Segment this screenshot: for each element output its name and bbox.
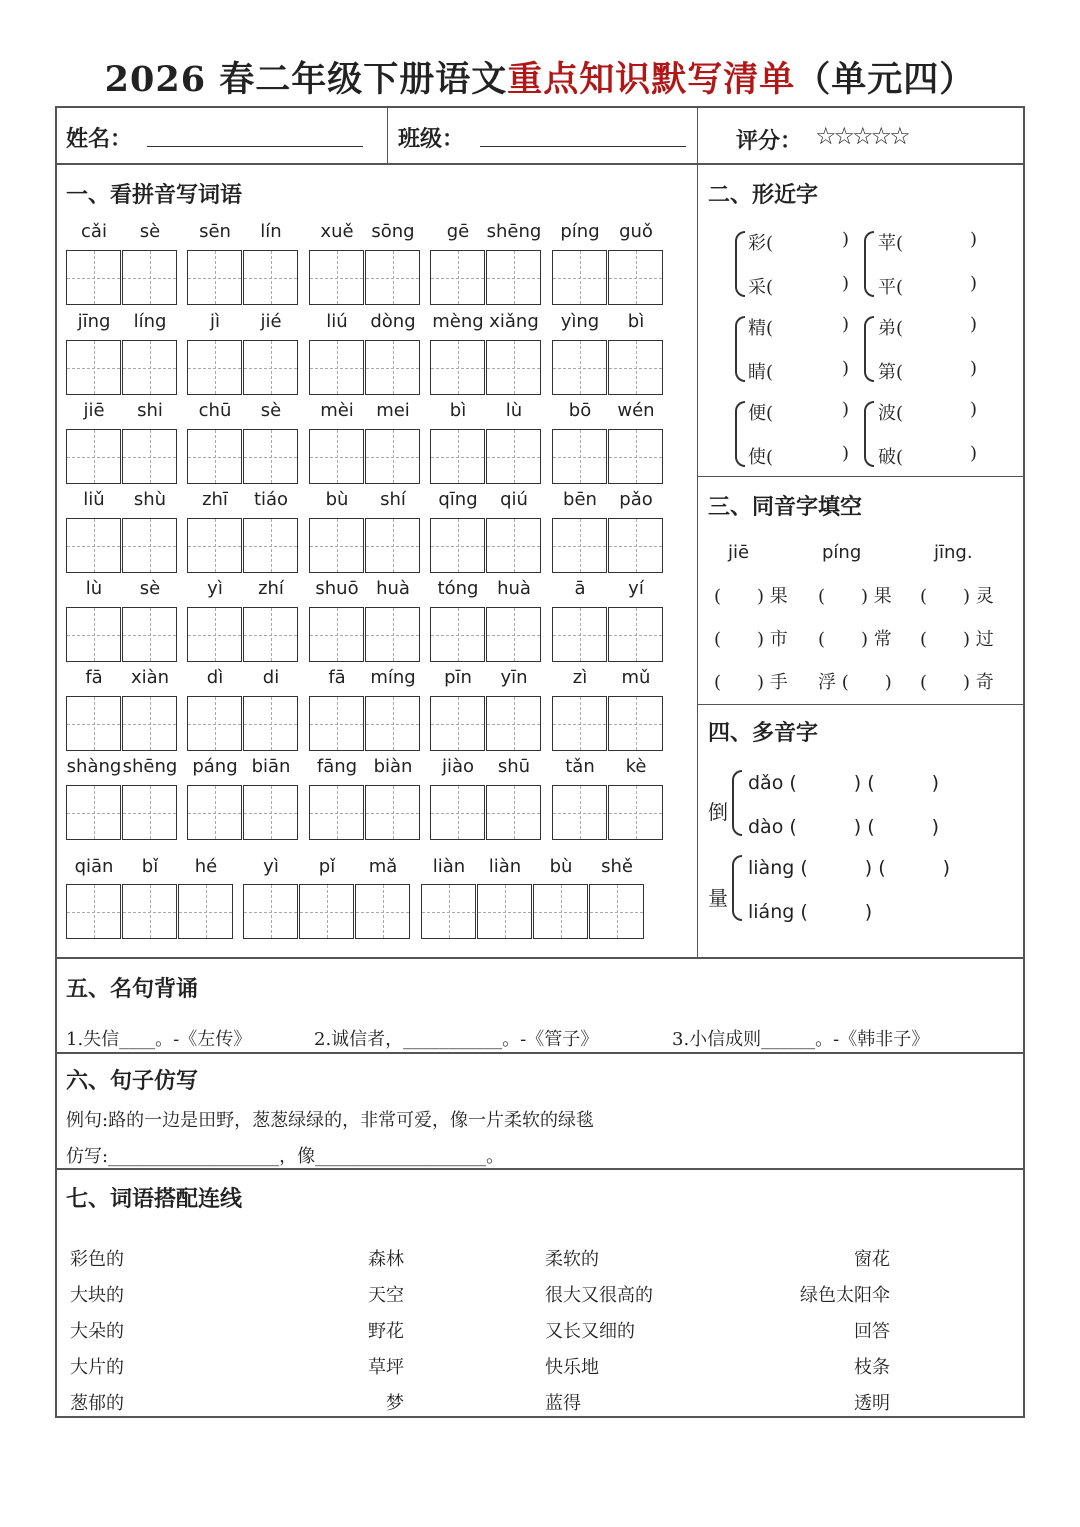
close-paren: ) xyxy=(842,314,850,335)
similar-char-item[interactable]: 便( xyxy=(748,403,774,424)
homophone-blank[interactable]: ( ) 常 xyxy=(818,629,892,650)
writing-cell[interactable] xyxy=(486,429,541,484)
score-stars[interactable]: ☆☆☆☆☆ xyxy=(815,122,908,150)
writing-cell[interactable] xyxy=(486,518,541,573)
writing-cell[interactable] xyxy=(187,340,242,395)
similar-char-item[interactable]: 采( xyxy=(748,277,774,298)
match-word[interactable]: 很大又很高的 xyxy=(545,1285,653,1306)
writing-cell[interactable] xyxy=(486,607,541,662)
pinyin-label: mèi xyxy=(320,400,354,421)
title-part2: 重点知识默写清单 xyxy=(507,59,796,100)
pinyin-label: yīn xyxy=(500,667,528,688)
similar-char-item[interactable]: 波( xyxy=(878,403,904,424)
writing-cell[interactable] xyxy=(421,884,476,939)
similar-char-item[interactable]: 破( xyxy=(878,447,904,468)
pinyin-label: míng xyxy=(370,667,416,688)
homophone-blank[interactable]: ( ) 市 xyxy=(714,629,788,650)
writing-cell[interactable] xyxy=(122,607,177,662)
pinyin-label: tiáo xyxy=(253,489,289,510)
writing-cell[interactable] xyxy=(243,696,298,751)
writing-cell[interactable] xyxy=(122,884,177,939)
score-label: 评分： xyxy=(736,128,803,154)
pinyin-label: líng xyxy=(133,311,167,332)
sec4-bottom xyxy=(55,957,1025,959)
writing-cell[interactable] xyxy=(243,250,298,305)
match-word[interactable]: 快乐地 xyxy=(545,1357,599,1378)
quote-3[interactable]: 3.小信成则______。-《韩非子》 xyxy=(672,1029,930,1050)
class-label: 班级： xyxy=(398,126,465,152)
sec5-bottom xyxy=(55,1052,1025,1054)
frame-right xyxy=(1023,106,1025,1418)
writing-cell[interactable] xyxy=(589,884,644,939)
writing-cell[interactable] xyxy=(486,785,541,840)
writing-cell[interactable] xyxy=(66,250,121,305)
brace xyxy=(732,855,742,921)
pinyin-label: biān xyxy=(251,756,291,777)
writing-cell[interactable] xyxy=(552,696,607,751)
quote-2[interactable]: 2.诚信者，___________。-《管子》 xyxy=(314,1029,599,1050)
pinyin-label: sēn xyxy=(199,221,231,242)
class-field[interactable] xyxy=(480,146,686,147)
pinyin-label: shū xyxy=(497,756,531,777)
pinyin-label: fāng xyxy=(316,756,358,777)
match-word[interactable]: 窗花 xyxy=(854,1249,890,1270)
writing-cell[interactable] xyxy=(243,607,298,662)
writing-cell[interactable] xyxy=(187,696,242,751)
pinyin-label: di xyxy=(262,667,280,688)
writing-cell[interactable] xyxy=(486,250,541,305)
writing-cell[interactable] xyxy=(309,340,364,395)
pinyin-label: mǎ xyxy=(368,856,398,877)
homophone-blank[interactable]: ( ) 手 xyxy=(714,672,788,693)
writing-cell[interactable] xyxy=(365,518,420,573)
brace xyxy=(735,401,745,467)
writing-cell[interactable] xyxy=(608,696,663,751)
writing-cell[interactable] xyxy=(608,518,663,573)
match-word[interactable]: 野花 xyxy=(368,1321,404,1342)
frame-left xyxy=(55,106,57,1418)
match-word[interactable]: 葱郁的 xyxy=(70,1393,124,1414)
sec3-title: 三、同音字填空 xyxy=(708,494,863,520)
polyphone-item[interactable]: liàng ( ) ( ) xyxy=(748,857,951,879)
sec6-title: 六、句子仿写 xyxy=(66,1068,199,1094)
pinyin-label: kè xyxy=(625,756,647,777)
close-paren: ) xyxy=(842,443,850,464)
pinyin-label: bì xyxy=(449,400,467,421)
writing-cell[interactable] xyxy=(477,884,532,939)
example-sentence: 例句:路的一边是田野，葱葱绿绿的，非常可爱，像一片柔软的绿毯 xyxy=(66,1110,595,1131)
pinyin-label: bù xyxy=(549,856,573,877)
close-paren: ) xyxy=(842,229,850,250)
close-paren: ) xyxy=(970,399,978,420)
pinyin-label: bù xyxy=(325,489,349,510)
writing-cell[interactable] xyxy=(122,250,177,305)
match-word[interactable]: 蓝得 xyxy=(545,1393,581,1414)
pinyin-label: shàng xyxy=(66,756,122,777)
writing-cell[interactable] xyxy=(486,340,541,395)
writing-cell[interactable] xyxy=(355,884,410,939)
sec2-title: 二、形近字 xyxy=(708,182,819,208)
similar-char-item[interactable]: 睛( xyxy=(748,362,774,383)
pinyin-label: liú xyxy=(326,311,348,332)
writing-cell[interactable] xyxy=(430,250,485,305)
polyphone-char-2: 量 xyxy=(708,886,728,910)
writing-cell[interactable] xyxy=(608,429,663,484)
writing-cell[interactable] xyxy=(66,340,121,395)
pinyin-label: bō xyxy=(568,400,592,421)
pinyin-label: tóng xyxy=(437,578,479,599)
writing-cell[interactable] xyxy=(299,884,354,939)
pinyin-label: sè xyxy=(139,221,161,242)
match-word[interactable]: 又长又细的 xyxy=(545,1321,635,1342)
sec2-bottom xyxy=(697,476,1025,477)
header-bottom xyxy=(55,163,1025,165)
close-paren: ) xyxy=(842,273,850,294)
homophone-blank[interactable]: 浮 ( ) xyxy=(818,672,892,693)
writing-cell[interactable] xyxy=(309,429,364,484)
pinyin-label: yì xyxy=(207,578,223,599)
pinyin-label: pǐ xyxy=(318,856,336,877)
writing-cell[interactable] xyxy=(365,785,420,840)
pinyin-label: ā xyxy=(574,578,586,599)
writing-cell[interactable] xyxy=(608,340,663,395)
similar-char-item[interactable]: 弟( xyxy=(878,318,904,339)
match-word[interactable]: 回答 xyxy=(854,1321,890,1342)
match-word[interactable]: 梦 xyxy=(386,1393,404,1414)
writing-cell[interactable] xyxy=(122,518,177,573)
writing-cell[interactable] xyxy=(552,429,607,484)
close-paren: ) xyxy=(970,273,978,294)
sec4-title: 四、多音字 xyxy=(708,720,819,746)
pinyin-label: bǐ xyxy=(141,856,159,877)
pinyin-label: jīng xyxy=(77,311,111,332)
similar-char-item[interactable]: 精( xyxy=(748,318,774,339)
close-paren: ) xyxy=(970,314,978,335)
pinyin-label: yí xyxy=(628,578,644,599)
close-paren: ) xyxy=(842,358,850,379)
writing-cell[interactable] xyxy=(486,696,541,751)
pinyin-label: shí xyxy=(380,489,406,510)
title-part1: 2026 春二年级下册语文 xyxy=(104,59,508,100)
pinyin-label: huà xyxy=(497,578,531,599)
pinyin-label: fā xyxy=(328,667,346,688)
match-word[interactable]: 草坪 xyxy=(368,1357,404,1378)
brace xyxy=(732,770,742,836)
writing-cell[interactable] xyxy=(187,518,242,573)
pinyin-label: pīn xyxy=(444,667,472,688)
sec3-pinyin: píng xyxy=(822,542,862,563)
pinyin-label: zhī xyxy=(202,489,228,510)
name-label: 姓名： xyxy=(66,126,133,152)
pinyin-label: yìng xyxy=(560,311,600,332)
pinyin-label: shě xyxy=(601,856,633,877)
brace xyxy=(735,316,745,382)
pinyin-label: lù xyxy=(505,400,523,421)
writing-cell[interactable] xyxy=(187,429,242,484)
writing-cell[interactable] xyxy=(66,518,121,573)
frame-bottom xyxy=(55,1416,1025,1418)
pinyin-label: jì xyxy=(209,311,220,332)
writing-cell[interactable] xyxy=(608,250,663,305)
match-word[interactable]: 大片的 xyxy=(70,1357,124,1378)
sec6-bottom xyxy=(55,1168,1025,1170)
name-field[interactable] xyxy=(147,146,363,147)
similar-char-item[interactable]: 平( xyxy=(878,277,904,298)
pinyin-label: xuě xyxy=(320,221,354,242)
similar-char-item[interactable]: 第( xyxy=(878,362,904,383)
writing-cell[interactable] xyxy=(122,785,177,840)
writing-cell[interactable] xyxy=(430,518,485,573)
writing-cell[interactable] xyxy=(243,429,298,484)
homophone-blank[interactable]: ( ) 果 xyxy=(714,586,788,607)
pinyin-label: shi xyxy=(137,400,163,421)
brace xyxy=(735,231,745,297)
writing-cell[interactable] xyxy=(66,696,121,751)
page-title xyxy=(0,52,1080,102)
writing-cell[interactable] xyxy=(309,785,364,840)
pinyin-label: zhí xyxy=(258,578,284,599)
match-word[interactable]: 大块的 xyxy=(70,1285,124,1306)
writing-cell[interactable] xyxy=(608,785,663,840)
pinyin-label: chū xyxy=(198,400,232,421)
pinyin-label: jiào xyxy=(441,756,475,777)
match-word[interactable]: 透明 xyxy=(854,1393,890,1414)
writing-cell[interactable] xyxy=(66,607,121,662)
writing-cell[interactable] xyxy=(66,785,121,840)
polyphone-char-1: 倒 xyxy=(708,800,728,824)
pinyin-label: sōng xyxy=(371,221,415,242)
writing-cell[interactable] xyxy=(552,250,607,305)
pinyin-label: wén xyxy=(617,400,655,421)
writing-cell[interactable] xyxy=(430,607,485,662)
close-paren: ) xyxy=(842,399,850,420)
close-paren: ) xyxy=(970,443,978,464)
pinyin-label: shuō xyxy=(315,578,359,599)
brace xyxy=(864,231,874,297)
polyphone-item[interactable]: dào ( ) ( ) xyxy=(748,816,940,838)
pinyin-label: xiǎng xyxy=(489,311,539,332)
sec1-title: 一、看拼音写词语 xyxy=(66,182,243,208)
homophone-blank[interactable]: ( ) 过 xyxy=(920,629,994,650)
close-paren: ) xyxy=(970,229,978,250)
writing-cell[interactable] xyxy=(552,340,607,395)
pinyin-label: liàn xyxy=(488,856,522,877)
writing-cell[interactable] xyxy=(552,518,607,573)
pinyin-label: shù xyxy=(133,489,167,510)
pinyin-label: shēng xyxy=(122,756,178,777)
writing-cell[interactable] xyxy=(66,884,121,939)
writing-cell[interactable] xyxy=(243,785,298,840)
pinyin-label: bì xyxy=(627,311,645,332)
pinyin-label: liàn xyxy=(432,856,466,877)
homophone-blank[interactable]: ( ) 奇 xyxy=(920,672,994,693)
pinyin-label: lín xyxy=(260,221,282,242)
writing-cell[interactable] xyxy=(533,884,588,939)
pinyin-label: zì xyxy=(572,667,588,688)
pinyin-label: fā xyxy=(85,667,103,688)
match-word[interactable]: 彩色的 xyxy=(70,1249,124,1270)
pinyin-label: gē xyxy=(446,221,470,242)
match-word[interactable]: 大朵的 xyxy=(70,1321,124,1342)
sec3-pinyin: jiē xyxy=(728,542,750,563)
match-word[interactable]: 天空 xyxy=(368,1285,404,1306)
writing-cell[interactable] xyxy=(243,518,298,573)
title-part3: （单元四） xyxy=(795,59,976,100)
similar-char-item[interactable]: 使( xyxy=(748,447,774,468)
sec7-title: 七、词语搭配连线 xyxy=(66,1186,243,1212)
pinyin-label: qīng xyxy=(438,489,478,510)
pinyin-label: píng xyxy=(560,221,600,242)
pinyin-label: tǎn xyxy=(565,756,595,777)
pinyin-label: liǔ xyxy=(83,489,105,510)
pinyin-label: guǒ xyxy=(619,221,653,242)
header-div2 xyxy=(697,106,698,164)
pinyin-label: lù xyxy=(85,578,103,599)
pinyin-label: páng xyxy=(192,756,238,777)
writing-cell[interactable] xyxy=(187,250,242,305)
brace xyxy=(864,316,874,382)
pinyin-label: huà xyxy=(376,578,410,599)
sec3-bottom xyxy=(697,704,1025,705)
homophone-blank[interactable]: ( ) 灵 xyxy=(920,586,994,607)
writing-cell[interactable] xyxy=(243,340,298,395)
sec3-pinyin: jīng. xyxy=(934,542,973,563)
pinyin-label: sè xyxy=(260,400,282,421)
pinyin-label: shēng xyxy=(486,221,542,242)
pinyin-label: jiē xyxy=(83,400,105,421)
pinyin-label: cǎi xyxy=(81,221,107,242)
similar-char-item[interactable]: 彩( xyxy=(748,233,774,254)
pinyin-label: sè xyxy=(139,578,161,599)
writing-cell[interactable] xyxy=(187,607,242,662)
writing-cell[interactable] xyxy=(309,518,364,573)
pinyin-label: xiàn xyxy=(130,667,170,688)
match-word[interactable]: 枝条 xyxy=(854,1357,890,1378)
match-word[interactable]: 绿色太阳伞 xyxy=(800,1285,890,1306)
writing-cell[interactable] xyxy=(309,607,364,662)
pinyin-label: dòng xyxy=(370,311,416,332)
writing-cell[interactable] xyxy=(430,429,485,484)
writing-cell[interactable] xyxy=(552,785,607,840)
writing-cell[interactable] xyxy=(365,340,420,395)
writing-cell[interactable] xyxy=(365,250,420,305)
pinyin-label: biàn xyxy=(373,756,413,777)
writing-cell[interactable] xyxy=(430,696,485,751)
pinyin-label: qiān xyxy=(74,856,114,877)
pinyin-label: dì xyxy=(206,667,224,688)
writing-cell[interactable] xyxy=(309,696,364,751)
writing-cell[interactable] xyxy=(365,696,420,751)
pinyin-label: yì xyxy=(263,856,279,877)
pinyin-label: mèng xyxy=(432,311,484,332)
writing-cell[interactable] xyxy=(122,696,177,751)
writing-cell[interactable] xyxy=(430,340,485,395)
writing-cell[interactable] xyxy=(365,607,420,662)
writing-cell[interactable] xyxy=(243,884,298,939)
header-div1 xyxy=(387,106,388,164)
pinyin-label: qiú xyxy=(500,489,528,510)
writing-cell[interactable] xyxy=(122,429,177,484)
writing-cell[interactable] xyxy=(608,607,663,662)
writing-cell[interactable] xyxy=(122,340,177,395)
quote-1[interactable]: 1.失信____。-《左传》 xyxy=(66,1029,252,1050)
imitation-line[interactable]: 仿写:___________________，像___________________。 xyxy=(66,1146,505,1167)
writing-cell[interactable] xyxy=(430,785,485,840)
sec1-right-border xyxy=(697,163,698,958)
pinyin-label: pǎo xyxy=(619,489,653,510)
polyphone-item[interactable]: liáng ( ) xyxy=(748,901,873,923)
sec5-title: 五、名句背诵 xyxy=(66,976,199,1002)
pinyin-label: mǔ xyxy=(621,667,651,688)
writing-cell[interactable] xyxy=(187,785,242,840)
close-paren: ) xyxy=(970,358,978,379)
pinyin-label: bēn xyxy=(563,489,597,510)
writing-cell[interactable] xyxy=(365,429,420,484)
pinyin-label: jié xyxy=(260,311,282,332)
homophone-blank[interactable]: ( ) 果 xyxy=(818,586,892,607)
pinyin-label: mei xyxy=(376,400,410,421)
writing-cell[interactable] xyxy=(66,429,121,484)
frame-top xyxy=(55,106,1025,108)
match-word[interactable]: 柔软的 xyxy=(545,1249,599,1270)
pinyin-label: hé xyxy=(194,856,218,877)
brace xyxy=(864,401,874,467)
match-word[interactable]: 森林 xyxy=(368,1249,404,1270)
writing-cell[interactable] xyxy=(178,884,233,939)
similar-char-item[interactable]: 苹( xyxy=(878,233,904,254)
writing-cell[interactable] xyxy=(552,607,607,662)
polyphone-item[interactable]: dǎo ( ) ( ) xyxy=(748,772,940,794)
writing-cell[interactable] xyxy=(309,250,364,305)
